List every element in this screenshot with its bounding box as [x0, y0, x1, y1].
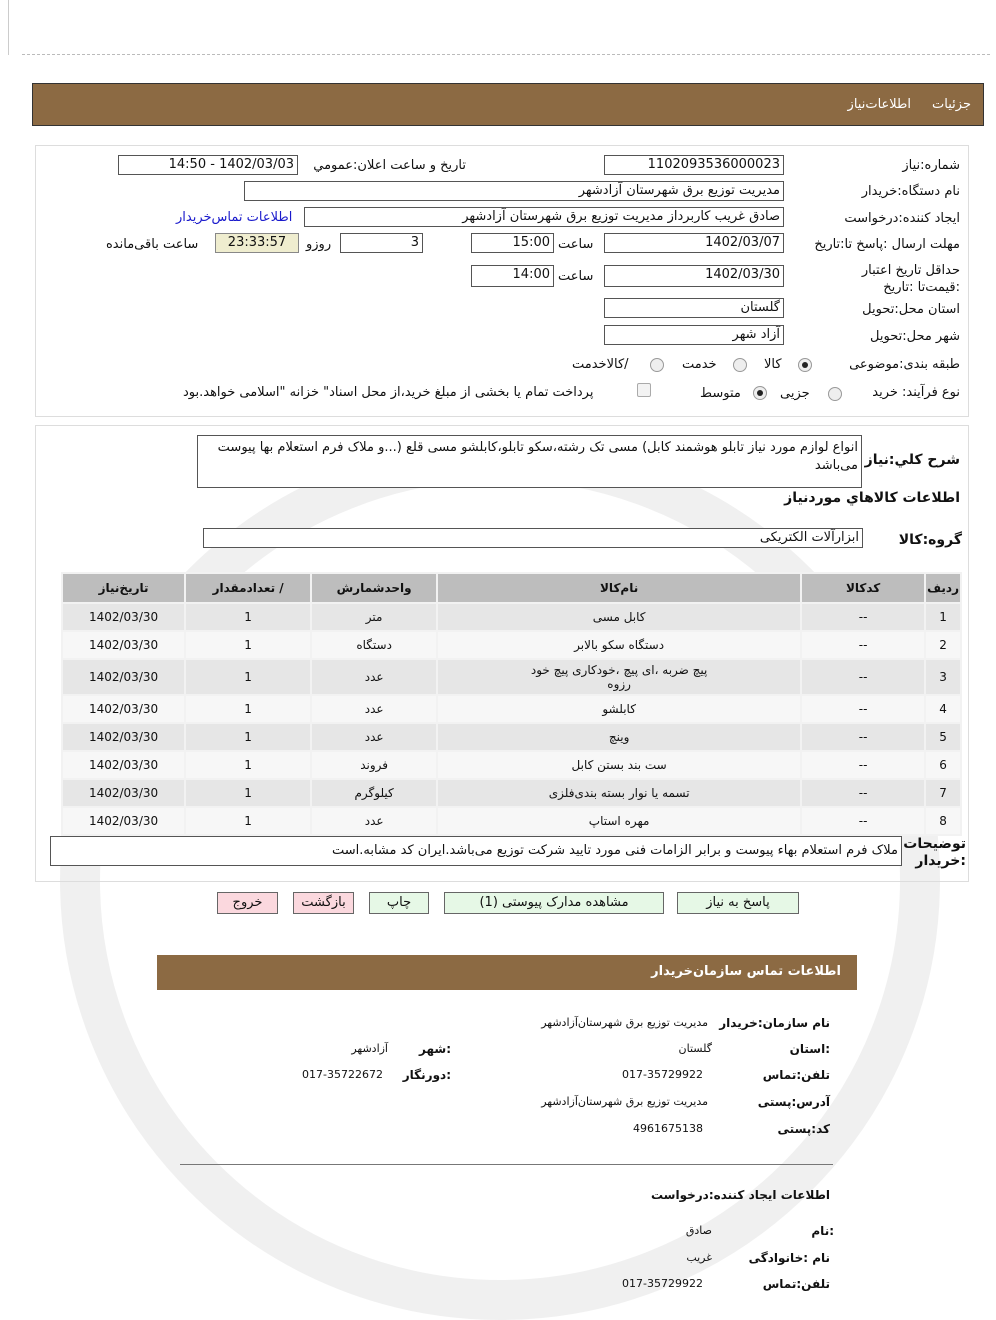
cell-code: --: [802, 780, 924, 806]
cell-date: 1402/03/30: [63, 724, 184, 750]
phone-label: تلفن:تماس: [762, 1068, 830, 1082]
payment-checkbox[interactable]: [637, 383, 651, 397]
summary-text: انواع لوازم مورد نیاز تابلو هوشمند کابل) مسی تک رشته،سکو تابلو،کابلشو مسی قلع (...و ملاک فرم استعلام بها پیوست می‌باشد: [197, 435, 862, 488]
cell-unit: متر: [312, 604, 436, 630]
cell-code: --: [802, 660, 924, 694]
cell-code: --: [802, 604, 924, 630]
category-both-radio[interactable]: [650, 358, 664, 372]
city-field: آزاد شهر: [604, 325, 784, 345]
cell-unit: عدد: [312, 660, 436, 694]
creator-title: اطلاعات ایجاد کننده:درخواست: [650, 1188, 830, 1202]
contact-title: اطلاعات تماس سازمان‌خریدار: [651, 964, 841, 979]
cell-qty: 1: [186, 752, 310, 778]
cell-row: 7: [926, 780, 960, 806]
category-service-label: خدمت: [682, 357, 717, 372]
family-value: غریب: [686, 1251, 712, 1264]
process-minor-radio[interactable]: [828, 387, 842, 401]
process-medium-radio[interactable]: [753, 386, 767, 400]
table-header-row: [63, 574, 960, 602]
cell-row: 5: [926, 724, 960, 750]
province-field: گلستان: [604, 298, 784, 318]
province-contact-value: گلستان: [678, 1042, 712, 1055]
cell-date: 1402/03/30: [63, 780, 184, 806]
announce-label: تاریخ و ساعت اعلان:عمومي: [313, 158, 466, 173]
table-row: [63, 780, 960, 806]
cell-date: 1402/03/30: [63, 604, 184, 630]
need-number-field: 1102093536000023: [604, 155, 784, 175]
postal-label: کد:پستی: [777, 1122, 830, 1136]
buyer-org-label: نام دستگاه:خریدار: [861, 184, 960, 199]
address-label: آدرس:پستی: [757, 1095, 830, 1109]
cell-qty: 1: [186, 808, 310, 834]
need-number-label: شماره:نیاز: [902, 158, 960, 173]
fax-label: :دورنگار: [402, 1068, 451, 1082]
cell-qty: 1: [186, 780, 310, 806]
goods-table: [61, 572, 962, 836]
notes-text: ملاک فرم استعلام بهاء پیوست و برابر الزامات فنی مورد تایید شرکت توزیع می‌باشد.ایران کد مشابه.است: [50, 836, 902, 866]
cell-row: 1: [926, 604, 960, 630]
cell-qty: 1: [186, 696, 310, 722]
org-label: نام سازمان:خریدار: [719, 1016, 830, 1030]
cell-row: 4: [926, 696, 960, 722]
contact-divider: [180, 1164, 833, 1165]
cell-unit: دستگاه: [312, 632, 436, 658]
validity-date-field: 1402/03/30: [604, 265, 784, 287]
creator-field: صادق غریب کاربرداز مدیریت توزیع برق شهرستان آزادشهر: [304, 207, 784, 227]
process-medium-label: متوسط: [700, 386, 741, 401]
category-service-radio[interactable]: [733, 358, 747, 372]
col-row: ردیف: [926, 574, 960, 602]
city-contact-label: :شهر: [419, 1042, 451, 1056]
cell-unit: عدد: [312, 696, 436, 722]
top-divider: [22, 54, 990, 55]
deadline-date-field: 1402/03/07: [604, 233, 784, 253]
category-both-label: /کالاخدمت: [572, 357, 629, 372]
cell-name: کابل مسی: [438, 604, 800, 630]
cell-name: تسمه یا نوار بسته بندی‌فلزی: [438, 780, 800, 806]
process-minor-label: جزیی: [780, 386, 810, 401]
summary-label: شرح کلي:نیاز: [864, 452, 960, 468]
col-date: تاریخ‌نیاز: [63, 574, 184, 602]
cell-row: 6: [926, 752, 960, 778]
left-divider: [8, 0, 9, 55]
cell-name: دستگاه سکو بالابر: [438, 632, 800, 658]
cell-row: 2: [926, 632, 960, 658]
cell-name: وینچ: [438, 724, 800, 750]
address-value: مدیریت توزیع برق شهرستان‌آزادشهر: [541, 1095, 708, 1108]
cell-name: کابلشو: [438, 696, 800, 722]
cell-qty: 1: [186, 724, 310, 750]
validity-label: حداقل تاریخ اعتبار :قیمت‌تا :تاریخ: [861, 263, 960, 295]
table-row: [63, 660, 960, 694]
cell-name: پیچ ضربه ،ای پیچ ،خودکاری پیچ خود رزوه: [438, 660, 800, 694]
category-label: طبقه بندی:موضوعی: [849, 357, 960, 372]
table-row: [63, 696, 960, 722]
cell-date: 1402/03/30: [63, 808, 184, 834]
exit-button[interactable]: خروج: [217, 892, 278, 914]
payment-note: پرداخت تمام یا بخشی از مبلغ خرید،از محل اسناد" خزانه "اسلامی خواهد.بود: [183, 385, 594, 400]
cell-qty: 1: [186, 604, 310, 630]
col-unit: واحدشمارش: [312, 574, 436, 602]
col-code: کدکالا: [802, 574, 924, 602]
deadline-time-field: 15:00: [471, 233, 554, 253]
table-row: [63, 724, 960, 750]
cell-code: --: [802, 696, 924, 722]
postal-value: 4961675138: [633, 1122, 703, 1135]
validity-time-label: ساعت: [558, 269, 594, 284]
cell-name: مهره استاپ: [438, 808, 800, 834]
days-field: 3: [340, 233, 423, 253]
creator-label: ایجاد کننده:درخواست: [844, 211, 960, 226]
cell-name: ست بند بستن کابل: [438, 752, 800, 778]
group-label: گروه:کالا: [898, 532, 962, 548]
group-field: ابزارآلات الکتریکی: [203, 528, 863, 548]
back-button[interactable]: بازگشت: [293, 892, 354, 914]
name-value: صادق: [685, 1224, 712, 1237]
table-row: [63, 808, 960, 834]
cell-date: 1402/03/30: [63, 696, 184, 722]
col-name: نام‌کالا: [438, 574, 800, 602]
city-contact-value: آزادشهر: [351, 1042, 388, 1055]
contact-bar: [157, 955, 857, 990]
cell-date: 1402/03/30: [63, 660, 184, 694]
cell-qty: 1: [186, 632, 310, 658]
category-goods-radio[interactable]: [798, 358, 812, 372]
cell-qty: 1: [186, 660, 310, 694]
city-label: شهر محل:تحویل: [870, 329, 960, 344]
creator-phone-label: تلفن:تماس: [762, 1277, 830, 1291]
tab-details[interactable]: جزئیات: [932, 97, 971, 112]
remaining-label: ساعت باقی‌مانده: [106, 237, 199, 252]
phone-value: 017-35729922: [622, 1068, 703, 1081]
buyer-contact-link[interactable]: اطلاعات تماس‌خریدار: [176, 210, 293, 225]
province-contact-label: :استان: [789, 1042, 830, 1056]
cell-code: --: [802, 632, 924, 658]
announce-field: 1402/03/03 - 14:50: [118, 155, 298, 175]
org-value: مدیریت توزیع برق شهرستان‌آزادشهر: [541, 1016, 708, 1029]
province-label: استان محل:تحویل: [862, 302, 960, 317]
cell-code: --: [802, 752, 924, 778]
name-label: :نام: [811, 1224, 834, 1238]
table-row: [63, 604, 960, 630]
print-button[interactable]: چاپ: [369, 892, 429, 914]
cell-unit: عدد: [312, 724, 436, 750]
cell-date: 1402/03/30: [63, 752, 184, 778]
validity-time-field: 14:00: [471, 265, 554, 287]
deadline-time-label: ساعت: [558, 237, 594, 252]
goods-title: اطلاعات کالاهاي موردنیاز: [784, 490, 960, 506]
deadline-label: مهلت ارسال :پاسخ تا:تاریخ: [814, 237, 960, 252]
creator-phone-value: 017-35729922: [622, 1277, 703, 1290]
fax-value: 017-35722672: [302, 1068, 383, 1081]
cell-date: 1402/03/30: [63, 632, 184, 658]
notes-label: توضیحات :خریدار: [903, 836, 966, 869]
tab-need-info[interactable]: اطلاعات‌نیاز: [847, 97, 911, 112]
days-label: روزو: [306, 237, 332, 252]
cell-code: --: [802, 724, 924, 750]
remaining-time: 23:33:57: [215, 233, 299, 253]
attachments-button[interactable]: مشاهده مدارک پیوستی (1): [444, 892, 664, 914]
header-bar: [32, 83, 984, 126]
cell-code: --: [802, 808, 924, 834]
cell-unit: فروند: [312, 752, 436, 778]
cell-unit: عدد: [312, 808, 436, 834]
reply-button[interactable]: پاسخ به نیاز: [677, 892, 799, 914]
cell-row: 8: [926, 808, 960, 834]
buyer-org-field: مدیریت توزیع برق شهرستان آزادشهر: [244, 181, 784, 201]
category-goods-label: کالا: [764, 357, 782, 372]
cell-row: 3: [926, 660, 960, 694]
family-label: نام :خانوادگی: [748, 1251, 830, 1265]
process-label: نوع فرآیند: خرید: [872, 385, 960, 400]
cell-unit: کیلوگرم: [312, 780, 436, 806]
table-row: [63, 752, 960, 778]
table-row: [63, 632, 960, 658]
col-qty: / تعدادمقدار: [186, 574, 310, 602]
